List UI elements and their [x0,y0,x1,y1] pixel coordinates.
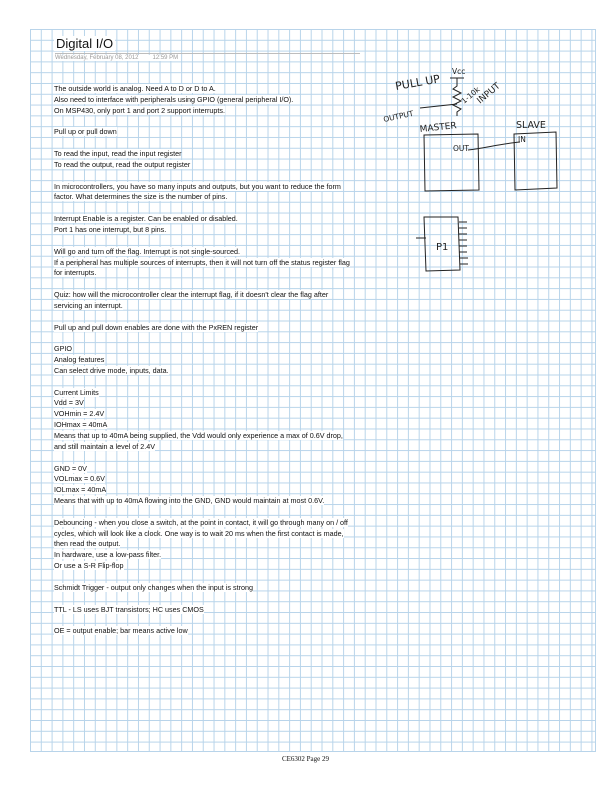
note-line: Vdd = 3V [54,398,84,408]
note-line: and still maintain a level of 2.4V [54,441,156,451]
note-line [54,203,424,214]
note-line: TTL - LS uses BJT transistors; HC uses CMOS [54,604,204,614]
note-line: Can select drive mode, inputs, data. [54,365,169,375]
page-time: 12:59 PM [152,55,179,61]
note-line [54,572,424,583]
note-line [54,138,424,149]
note-line [54,236,424,247]
note-line [54,117,424,128]
note-line: Means that up to 40mA being supplied, the Vdd would only experience a max of 0.6V drop, [54,431,343,440]
page-title: Digital I/O [56,36,114,51]
note-line [54,377,424,388]
note-line: cycles, which will look like a clock. One way is to wait 20 ms when the first contact is made, [54,528,344,538]
note-line: VOHmin = 2.4V [54,409,105,419]
note-line [54,333,424,344]
pullup-wire [420,104,457,108]
note-line: Current Limits [54,387,99,397]
note-line: OE = output enable; bar means active low [54,626,188,636]
note-line: Pull up or pull down [54,127,117,137]
note-line: Port 1 has one interrupt, but 8 pins. [54,224,167,234]
title-rule [55,53,360,54]
note-line [54,453,424,464]
note-line: Analog features [54,355,105,365]
note-line: Or use a S-R Flip-flop [54,561,124,571]
note-line: Also need to interface with peripherals using GPIO (general peripheral I/O). [54,94,294,104]
note-line: The outside world is analog. Need A to D or D to A. [54,84,216,93]
note-line [54,279,424,290]
note-line [54,507,424,518]
input-label: INPUT [475,81,503,107]
page-footer: CE6302 Page 29 [281,755,330,763]
note-line: To read the output, read the output register [54,159,191,169]
note-line: If a peripheral has multiple sources of interrupts, then it will not turn off the status register flag [54,257,350,267]
out-label: OUT [453,144,469,153]
note-line: Schmidt Trigger - output only changes when the input is strong [54,582,253,592]
connection-wire [468,142,520,150]
note-line: factor. What determines the size is the number of pins. [54,192,228,202]
note-line: for interrupts. [54,268,97,278]
vcc-label: Vcc [452,67,466,76]
note-line: IOHmax = 40mA [54,420,108,430]
note-line: GND = 0V [54,463,87,473]
note-body [54,84,424,637]
note-line: Quiz: how will the microcontroller clear the interrupt flag, if it doesn't clear the flag after [54,290,329,300]
note-line: To read the input, read the input register [54,149,182,159]
note-line [54,171,424,182]
note-line [54,594,424,605]
note-line: Pull up and pull down enables are done with the PxREN register [54,322,259,332]
note-line: In microcontrollers, you have so many inputs and outputs, but you want to reduce the form [54,181,341,191]
in-label: IN [518,135,526,144]
note-line: IOLmax = 40mA [54,485,107,495]
resistor-label: 1-10k [459,84,482,106]
note-line: In hardware, use a low-pass filter. [54,550,162,560]
slave-label: SLAVE [516,120,546,131]
note-line [54,615,424,626]
date-line [55,55,178,61]
handwritten-sketch [380,60,560,290]
note-line: Means that with up to 40mA flowing into the GND, GND would maintain at most 0.6V. [54,496,325,506]
page-date: Wednesday, February 08, 2012 [55,55,139,61]
note-line: GPIO [54,344,72,354]
master-label: MASTER [419,121,458,135]
note-line: VOLmax = 0.6V [54,474,105,484]
note-line: Interrupt Enable is a register. Can be enabled or disabled. [54,214,238,224]
p1-label: P1 [436,242,449,253]
output-label: OUTPUT [382,108,415,124]
note-line: then read the output. [54,539,121,549]
note-line: Debouncing - when you close a switch, at the point in contact, it will go through many on / off [54,517,348,527]
note-line: On MSP430, only port 1 and port 2 support interrupts. [54,105,225,115]
note-line: Will go and turn off the flag. Interrupt is not single-sourced. [54,246,241,256]
note-line: servicing an interrupt. [54,300,123,310]
note-line [54,312,424,323]
pull-up-label: PULL UP [394,72,441,93]
master-box [424,134,479,191]
